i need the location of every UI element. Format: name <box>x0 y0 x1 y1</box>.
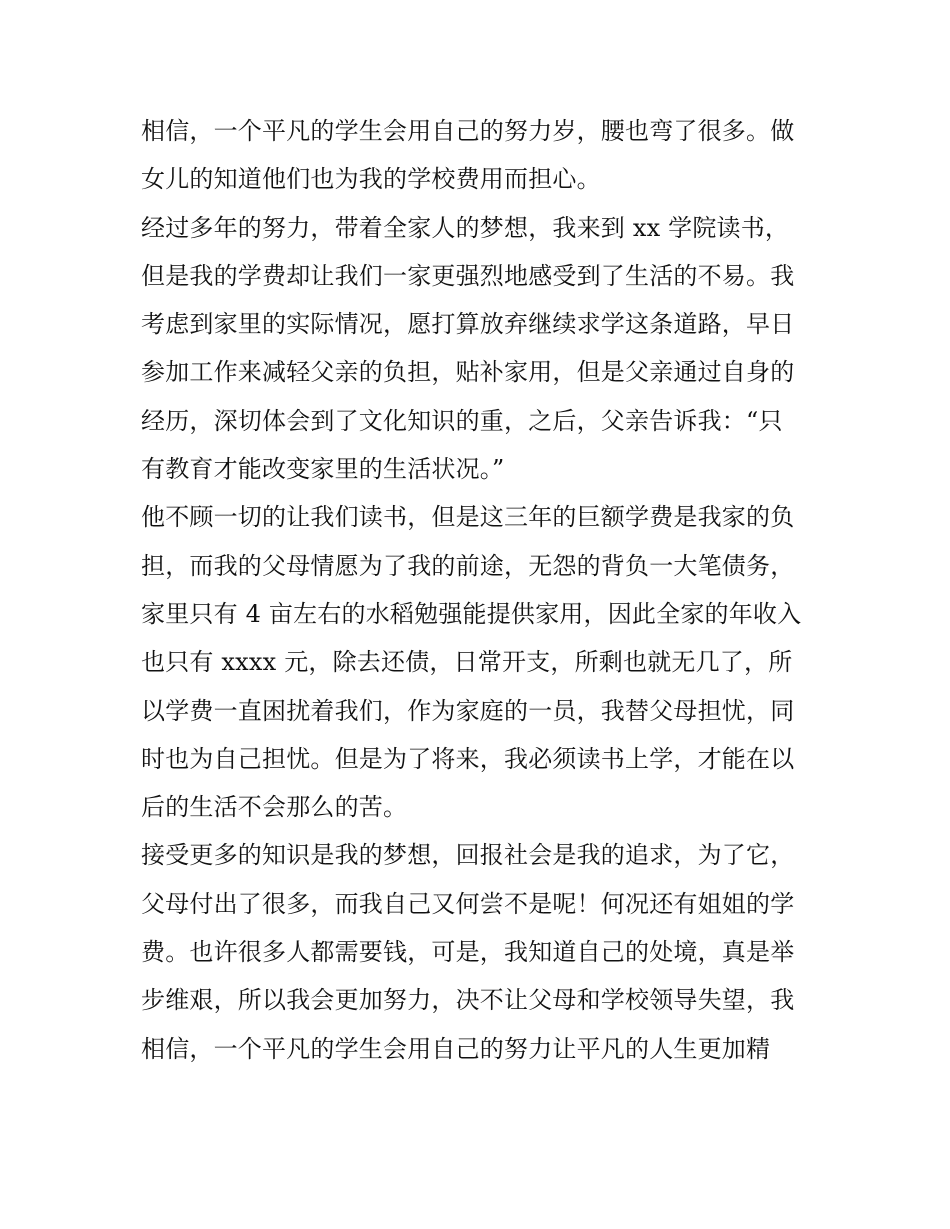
text-line: 也只有 xxxx 元，除去还债，日常开支，所剩也就无几了，所 <box>141 648 793 677</box>
text-line: 费。也许很多人都需要钱，可是，我知道自己的处境，真是举 <box>141 938 795 967</box>
text-line: 经过多年的努力，带着全家人的梦想，我来到 xx 学院读书， <box>141 213 790 242</box>
text-line: 有教育才能改变家里的生活状况。” <box>141 455 505 484</box>
text-line: 担，而我的父母情愿为了我的前途，无怨的背负一大笔债务， <box>141 551 795 580</box>
text-line: 以学费一直困扰着我们，作为家庭的一员，我替父母担忧，同 <box>141 696 795 725</box>
text-line: 经历，深切体会到了文化知识的重，之后，父亲告诉我：“只 <box>141 406 783 435</box>
text-line: 步维艰，所以我会更加努力，决不让父母和学校领导失望，我 <box>141 986 795 1015</box>
text-line: 参加工作来减轻父亲的负担，贴补家用，但是父亲通过自身的 <box>141 358 795 387</box>
text-line: 父母付出了很多，而我自己又何尝不是呢！何况还有姐姐的学 <box>141 889 795 918</box>
text-line: 但是我的学费却让我们一家更强烈地感受到了生活的不易。我 <box>141 261 795 290</box>
text-line: 相信，一个平凡的学生会用自己的努力让平凡的人生更加精 <box>141 1034 771 1063</box>
text-line: 他不顾一切的让我们读书，但是这三年的巨额学费是我家的负 <box>141 503 795 532</box>
text-line: 考虑到家里的实际情况，愿打算放弃继续求学这条道路，早日 <box>141 310 795 339</box>
text-line: 接受更多的知识是我的梦想，回报社会是我的追求，为了它， <box>141 841 795 870</box>
text-line: 后的生活不会那么的苦。 <box>141 793 408 822</box>
body-text <box>141 107 817 1073</box>
text-line: 时也为自己担忧。但是为了将来，我必须读书上学，才能在以 <box>141 744 795 773</box>
text-line: 家里只有 4 亩左右的水稻勉强能提供家用，因此全家的年收入 <box>141 599 802 628</box>
text-line: 女儿的知道他们也为我的学校费用而担心。 <box>141 165 601 194</box>
text-line: 相信，一个平凡的学生会用自己的努力岁，腰也弯了很多。做 <box>141 117 795 145</box>
